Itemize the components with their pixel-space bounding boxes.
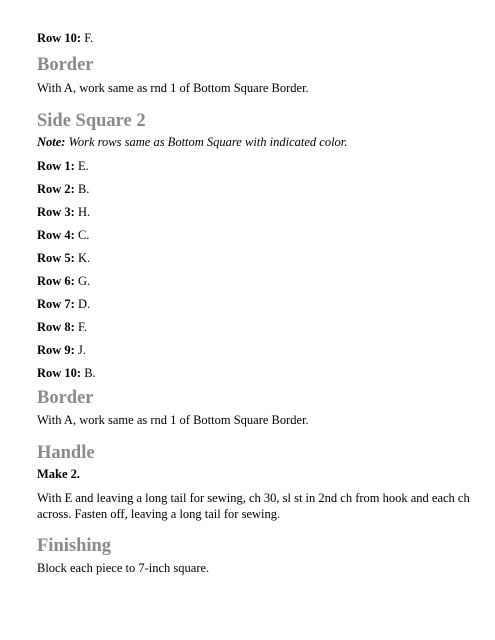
row-3 — [37, 204, 90, 227]
row-value: D. — [74, 297, 91, 311]
row-value: K. — [74, 251, 91, 265]
row-label: Row 4: — [37, 228, 75, 242]
row-value: E. — [74, 159, 89, 173]
handle-make — [37, 466, 80, 482]
row-6 — [37, 273, 90, 296]
handle-instructions-line-1: With E and leaving a long tail for sewing, ch 30, sl st in 2nd ch from hook and each ch — [37, 491, 470, 505]
row-4 — [37, 227, 89, 250]
border-text-1: With A, work same as rnd 1 of Bottom Square Border. — [37, 81, 309, 95]
row-1 — [37, 158, 89, 181]
row-value: F. — [81, 31, 94, 45]
row-2 — [37, 181, 89, 204]
border-heading-1: Border — [37, 55, 94, 75]
handle-instructions-line-2: across. Fasten off, leaving a long tail for sewing. — [37, 507, 281, 521]
row-value: F. — [74, 320, 88, 334]
row-value: C. — [74, 228, 90, 242]
row-label: Row 8: — [37, 320, 75, 334]
row-9 — [37, 342, 86, 365]
row-value: G. — [74, 274, 91, 288]
note-text: Work rows same as Bottom Square with indicated color. — [65, 135, 348, 149]
row-label: Row 6: — [37, 274, 75, 288]
side-square-heading: Side Square 2 — [37, 111, 146, 131]
row-label: Row 9: — [37, 343, 75, 357]
border-text-2: With A, work same as rnd 1 of Bottom Square Border. — [37, 413, 309, 427]
finishing-text: Block each piece to 7-inch square. — [37, 561, 210, 575]
row-label: Row 10: — [37, 366, 82, 380]
handle-heading: Handle — [37, 443, 95, 463]
row-label: Row 10: — [37, 31, 82, 45]
border-heading-2: Border — [37, 388, 94, 408]
row-value: B. — [81, 366, 96, 380]
row-value: H. — [74, 205, 91, 219]
row-value: B. — [74, 182, 90, 196]
row-label: Row 7: — [37, 297, 75, 311]
row-10 — [37, 365, 96, 388]
row-label: Row 3: — [37, 205, 75, 219]
side-square-note — [37, 134, 347, 150]
row-10-top — [37, 30, 93, 53]
row-label: Row 5: — [37, 251, 75, 265]
row-label: Row 1: — [37, 159, 75, 173]
row-value: J. — [74, 343, 86, 357]
handle-make-label: Make 2. — [37, 467, 81, 481]
finishing-heading: Finishing — [37, 536, 112, 556]
note-label: Note: — [37, 135, 66, 149]
row-8 — [37, 319, 87, 342]
row-label: Row 2: — [37, 182, 75, 196]
row-5 — [37, 250, 90, 273]
row-7 — [37, 296, 90, 319]
